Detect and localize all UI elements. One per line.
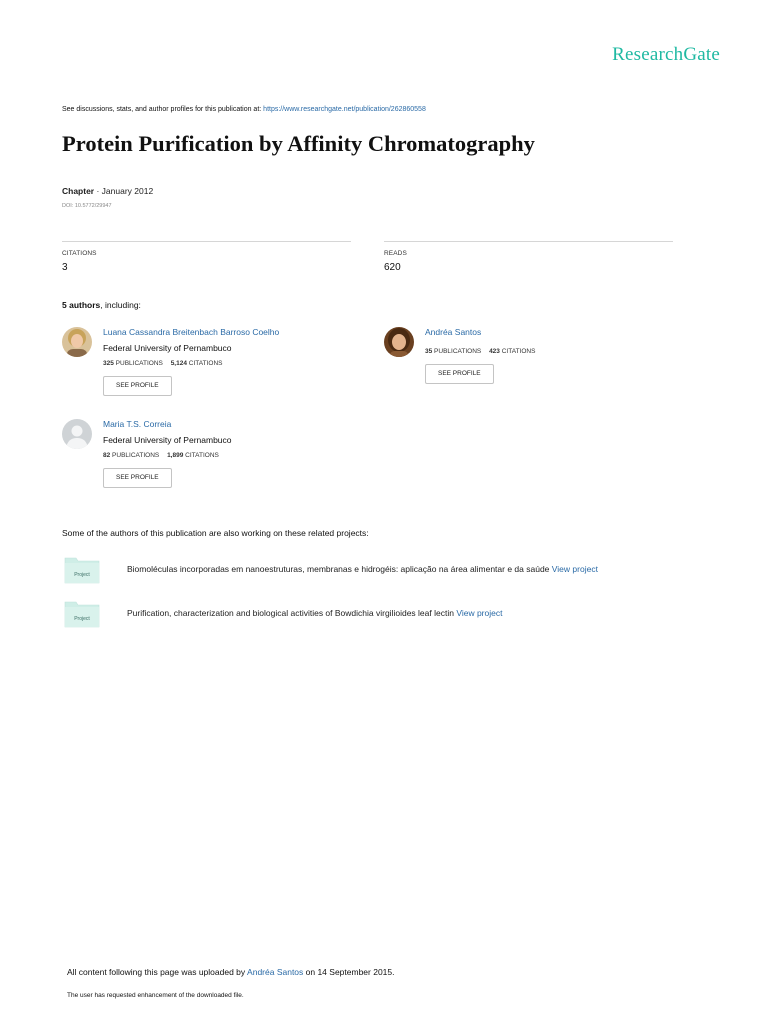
- author-name-link[interactable]: Andréa Santos: [425, 327, 482, 337]
- publication-url-link[interactable]: https://www.researchgate.net/publication/262860558: [263, 106, 426, 113]
- see-profile-button[interactable]: SEE PROFILE: [425, 364, 494, 384]
- reads-label: READS: [384, 250, 407, 257]
- see-profile-button[interactable]: SEE PROFILE: [103, 468, 172, 488]
- publication-meta: [62, 186, 153, 196]
- uploader-link[interactable]: Andréa Santos: [247, 967, 304, 977]
- related-project-item: [64, 556, 744, 586]
- author-stats: [425, 347, 685, 356]
- author-stats: [103, 451, 363, 460]
- publication-type: Chapter: [62, 186, 95, 196]
- author-citations-label: CITATIONS: [185, 452, 219, 459]
- project-icon-label: Project: [74, 616, 90, 622]
- author-publications-label: PUBLICATIONS: [434, 348, 482, 355]
- project-description: [127, 564, 598, 574]
- authors-heading: [62, 300, 141, 310]
- author-citations-label: CITATIONS: [501, 348, 536, 355]
- avatar-photo-icon: [384, 327, 414, 357]
- avatar-photo-icon: [62, 327, 92, 357]
- author-publications-label: PUBLICATIONS: [115, 360, 163, 367]
- author-name-link[interactable]: Luana Cassandra Breitenbach Barroso Coelho: [103, 327, 280, 337]
- author-publications-label: PUBLICATIONS: [112, 452, 160, 459]
- reads-divider: [384, 241, 673, 242]
- author-citations-count: 1,899: [167, 452, 184, 459]
- publication-title: Protein Purification by Affinity Chromatography: [62, 131, 535, 156]
- see-discussions-text: See discussions, stats, and author profiles for this publication at:: [62, 106, 264, 113]
- publication-doi: DOI: 10.5772/29947: [62, 203, 112, 209]
- view-project-link[interactable]: View project: [456, 608, 503, 618]
- citations-count: 3: [62, 262, 68, 273]
- view-project-link[interactable]: View project: [551, 564, 598, 574]
- authors-heading-suffix: , including:: [100, 300, 141, 310]
- see-profile-button[interactable]: SEE PROFILE: [103, 376, 172, 396]
- author-card: [384, 327, 684, 387]
- default-avatar-icon: [62, 419, 92, 449]
- project-icon-label: Project: [74, 572, 90, 578]
- author-institution: Federal University of Pernambuco: [103, 343, 232, 353]
- upload-prefix: All content following this page was uploaded by: [67, 967, 248, 977]
- author-name-link[interactable]: Maria T.S. Correia: [103, 419, 172, 429]
- upload-notice: [67, 967, 395, 977]
- reads-count: 620: [384, 262, 401, 273]
- citations-divider: [62, 241, 351, 242]
- author-card: [62, 327, 362, 402]
- author-publications-count: 35: [425, 348, 433, 355]
- author-card: [62, 419, 362, 494]
- author-publications-count: 82: [103, 452, 111, 459]
- project-description: [127, 608, 502, 618]
- author-stats: [103, 359, 363, 368]
- project-folder-icon: [64, 556, 100, 584]
- related-projects-heading: Some of the authors of this publication are also working on these related projects:: [62, 528, 369, 538]
- author-avatar[interactable]: [62, 419, 92, 449]
- author-publications-count: 325: [103, 360, 114, 367]
- researchgate-logo[interactable]: ResearchGate: [612, 44, 720, 65]
- project-folder-icon: [64, 600, 100, 628]
- project-title: Biomoléculas incorporadas em nanoestruturas, membranas e hidrogéis: aplicação na área alimentar e da saúde: [127, 564, 552, 574]
- related-project-item: [64, 600, 744, 630]
- author-citations-label: CITATIONS: [188, 360, 223, 367]
- citations-label: CITATIONS: [62, 250, 97, 257]
- project-title: Purification, characterization and biological activities of Bowdichia virgilioides leaf lectin: [127, 608, 457, 618]
- upload-suffix: on 14 September 2015.: [303, 967, 395, 977]
- author-avatar[interactable]: [384, 327, 414, 357]
- publication-date: · January 2012: [94, 186, 154, 196]
- author-citations-count: 5,124: [170, 360, 187, 367]
- author-avatar[interactable]: [62, 327, 92, 357]
- enhancement-note: The user has requested enhancement of the downloaded file.: [67, 992, 244, 999]
- authors-count: 5 authors: [62, 300, 101, 310]
- author-institution: Federal University of Pernambuco: [103, 435, 232, 445]
- see-discussions-line: [62, 106, 426, 113]
- author-citations-count: 423: [489, 348, 500, 355]
